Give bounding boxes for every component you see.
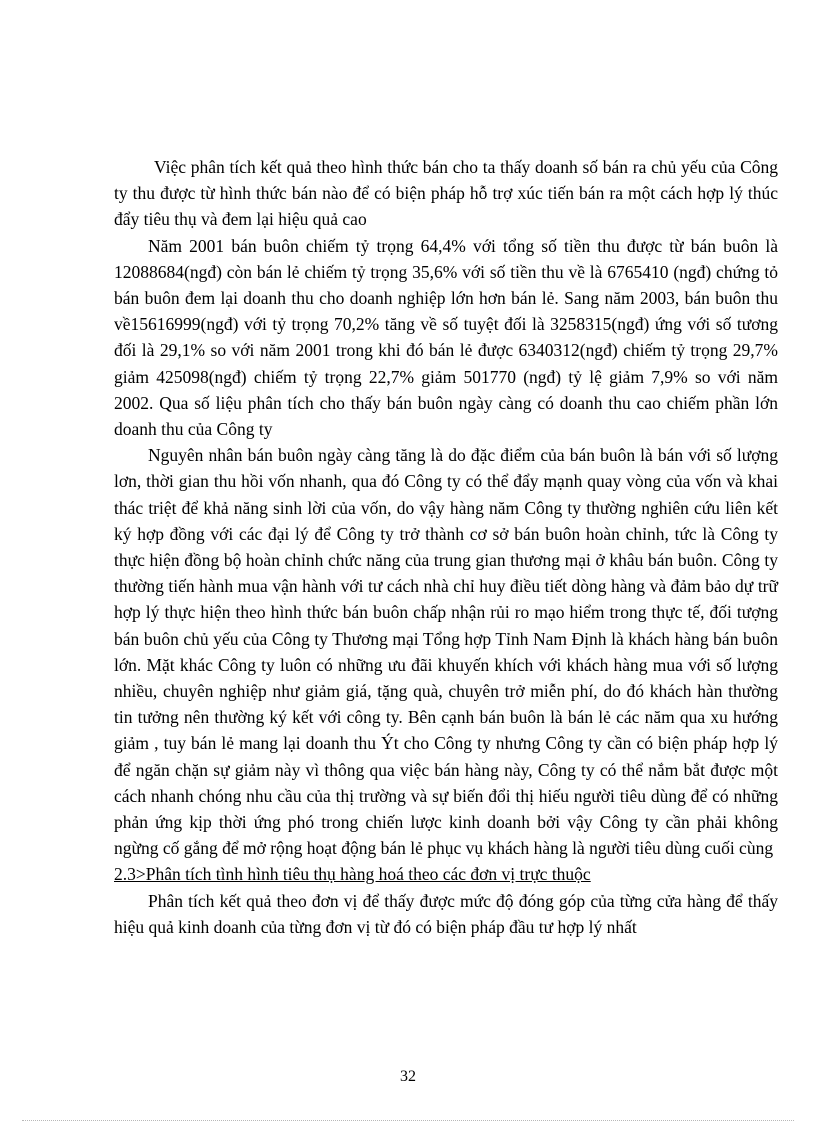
paragraph-unit-analysis: Phân tích kết quả theo đơn vị để thấy được mức độ đóng góp của từng cửa hàng để thấy hiệu quả kinh doanh của từng đơn vị từ đó có biện pháp đầu tư hợp lý nhất [114, 890, 778, 937]
paragraph-wholesale-retail-figures: Năm 2001 bán buôn chiếm tỷ trọng 64,4% với tổng số tiền thu được từ bán buôn là 12088684(ngđ) còn bán lẻ chiếm tỷ trọng 35,6% với số tiền thu về là 6765410 (ngđ) chứng tỏ bán buôn đem lại doanh thu cho doanh nghiệp lớn hơn bán lẻ. Sang năm 2003, bán buôn thu về15616999(ngđ) với tỷ trọng 70,2% tăng về số tuyệt đối là 3258315(ngđ) ứng với số tương đối là 29,1% so với năm 2001 trong khi đó bán lẻ được 6340312(ngđ) chiếm tỷ trọng 29,7% giảm 425098(ngđ) chiếm tỷ trọng 22,7% giảm 501770 (ngđ) tỷ lệ giảm 7,9% so với năm 2002. Qua số liệu phân tích cho thấy bán buôn ngày càng có doanh thu cao chiếm phần lớn doanh thu của Công ty [114, 235, 778, 440]
section-heading [114, 861, 778, 887]
paragraph-sales-form-analysis: Việc phân tích kết quả theo hình thức bán cho ta thấy doanh số bán ra chủ yếu của Công ty thu được từ hình thức bán nào để có biện pháp hỗ trợ xúc tiến bán ra một cách hợp lý thúc đẩy tiêu thụ và đem lại hiệu quả cao [114, 157, 778, 230]
footer-dotted-rule [22, 1120, 794, 1121]
paragraph-wholesale-reasons: Nguyên nhân bán buôn ngày càng tăng là do đặc điểm của bán buôn là bán với số lượng lơn, thời gian thu hồi vốn nhanh, qua đó Công ty có thể đẩy mạnh quay vòng của vốn và khai thác triệt để khả năng sinh lời của vốn, do vậy hàng năm Công ty thường nghiên cứu liên kết ký hợp đồng với các đại lý để Công ty trở thành cơ sở bán buôn hoàn chỉnh, tức là Công ty thực hiện đồng bộ hoàn chỉnh chức năng của trung gian thương mại ở khâu bán buôn. Công ty thường tiến hành mua vận hành với tư cách nhà chỉ huy điều tiết dòng hàng và đảm bảo dự trữ hợp lý thực hiện theo hình thức bán buôn chấp nhận rủi ro mạo hiểm trong thực tế, đối tượng bán buôn chủ yếu của Công ty Thương mại Tổng hợp Tỉnh Nam Định là khách hàng bán buôn lớn. Mặt khác Công ty luôn có những ưu đãi khuyến khích với khách hàng mua với số lượng nhiều, chuyên nghiệp như giảm giá, tặng quà, chuyên trở miễn phí, do đó khách hàn thường tin tưởng nên thường ký kết với công ty. Bên cạnh bán buôn là bán lẻ các năm qua xu hướng giảm , tuy bán lẻ mang lại doanh thu Ýt cho Công ty nhưng Công ty cần có biện pháp hợp lý để ngăn chặn sự giảm này vì thông qua việc bán hàng này, Công ty có thể nắm bắt được một cách nhanh chóng nhu cầu của thị trường và sự biến đổi thị hiếu người tiêu dùng để có những phản ứng kịp thời ứng phó trong chiến lược kinh doanh bởi vậy Công ty cần phải không ngừng cố gắng để mở rộng hoạt động bán lẻ phục vụ khách hàng là người tiêu dùng cuối cùng [114, 445, 778, 859]
body-text [114, 154, 778, 940]
page-number: 32 [400, 1068, 416, 1085]
section-heading-text: 2.3>Phân tích tình hình tiêu thụ hàng hoá theo các đơn vị trực thuộc [114, 864, 591, 885]
